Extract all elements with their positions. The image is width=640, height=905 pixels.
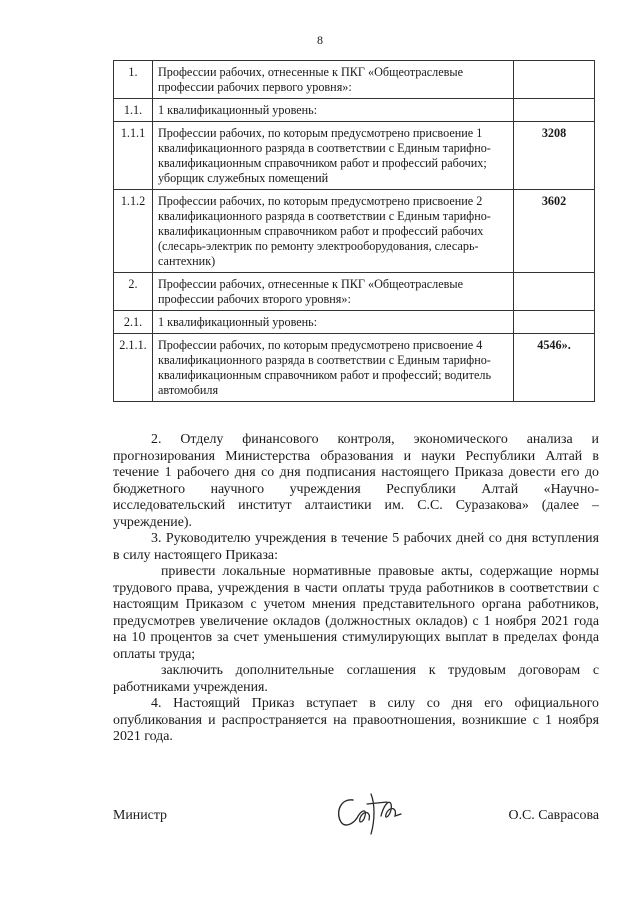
row-number: 1.1.1	[114, 122, 153, 190]
row-description: Профессии рабочих, по которым предусмотрено присвоение 2 квалификационного разряда в соответствии с Единым тарифно-квалификационным справочником работ и профессий рабочих (слесарь-электрик по ремонту электрооборудования, слесарь-сантехник)	[153, 190, 514, 273]
table-row	[114, 122, 595, 190]
row-amount	[514, 273, 595, 311]
paragraph-3-item-2: заключить дополнительные соглашения к трудовым договорам с работниками учреждения.	[113, 663, 599, 695]
row-amount: 3602	[514, 190, 595, 273]
paragraph-3: 3. Руководителю учреждения в течение 5 рабочих дней со дня вступления в силу настоящего Приказа:	[113, 531, 599, 563]
row-amount	[514, 311, 595, 334]
page-number: 8	[317, 33, 323, 47]
row-description: Профессии рабочих, отнесенные к ПКГ «Общеотраслевые профессии рабочих первого уровня»:	[153, 61, 514, 99]
paragraph-3-item-1: привести локальные нормативные правовые акты, содержащие нормы трудового права, учреждения в части оплаты труда работников в соответствии с настоящим Приказом с учетом мнения представительного органа работников, предусмотрев увеличение окладов (должностных окладов) с 1 ноября 2021 года на 10 процентов за счет уменьшения стимулирующих выплат в пределах фонда оплаты труда;	[113, 564, 599, 662]
row-number: 2.	[114, 273, 153, 311]
row-amount	[514, 99, 595, 122]
paragraph-2: 2. Отделу финансового контроля, экономического анализа и прогнозирования Министерства образования и науки Республики Алтай в течение 1 рабочего дня со дня подписания настоящего Приказа довести его до бюджетного научного учреждения Республики Алтай «Научно-исследовательский институт алтаистики им. С.С. Суразакова» (далее – учреждение).	[113, 432, 599, 530]
table-row	[114, 311, 595, 334]
row-number: 1.	[114, 61, 153, 99]
row-description: 1 квалификационный уровень:	[153, 311, 514, 334]
paragraph-4: 4. Настоящий Приказ вступает в силу со дня его официального опубликования и распространяется на правоотношения, возникшие с 1 ноября 2021 года.	[113, 696, 599, 744]
row-amount: 4546».	[514, 334, 595, 402]
table-row	[114, 61, 595, 99]
row-number: 2.1.1.	[114, 334, 153, 402]
row-number: 1.1.2	[114, 190, 153, 273]
row-description: Профессии рабочих, отнесенные к ПКГ «Общеотраслевые профессии рабочих второго уровня»:	[153, 273, 514, 311]
table-row	[114, 334, 595, 402]
table-row	[114, 190, 595, 273]
row-number: 2.1.	[114, 311, 153, 334]
table-row	[114, 99, 595, 122]
handwritten-signature	[331, 790, 411, 838]
row-amount	[514, 61, 595, 99]
salary-table	[113, 60, 595, 402]
row-description: 1 квалификационный уровень:	[153, 99, 514, 122]
order-body	[113, 432, 599, 746]
row-amount: 3208	[514, 122, 595, 190]
signatory-title: Министр	[113, 808, 168, 823]
signatory-name: О.С. Саврасова	[508, 808, 599, 823]
signature-block	[113, 808, 599, 858]
row-description: Профессии рабочих, по которым предусмотрено присвоение 1 квалификационного разряда в соответствии с Единым тарифно-квалификационным справочником работ и профессий рабочих; уборщик служебных помещений	[153, 122, 514, 190]
row-number: 1.1.	[114, 99, 153, 122]
row-description: Профессии рабочих, по которым предусмотрено присвоение 4 квалификационного разряда в соответствии с Единым тарифно-квалификационным справочником работ и профессий; водитель автомобиля	[153, 334, 514, 402]
table-row	[114, 273, 595, 311]
